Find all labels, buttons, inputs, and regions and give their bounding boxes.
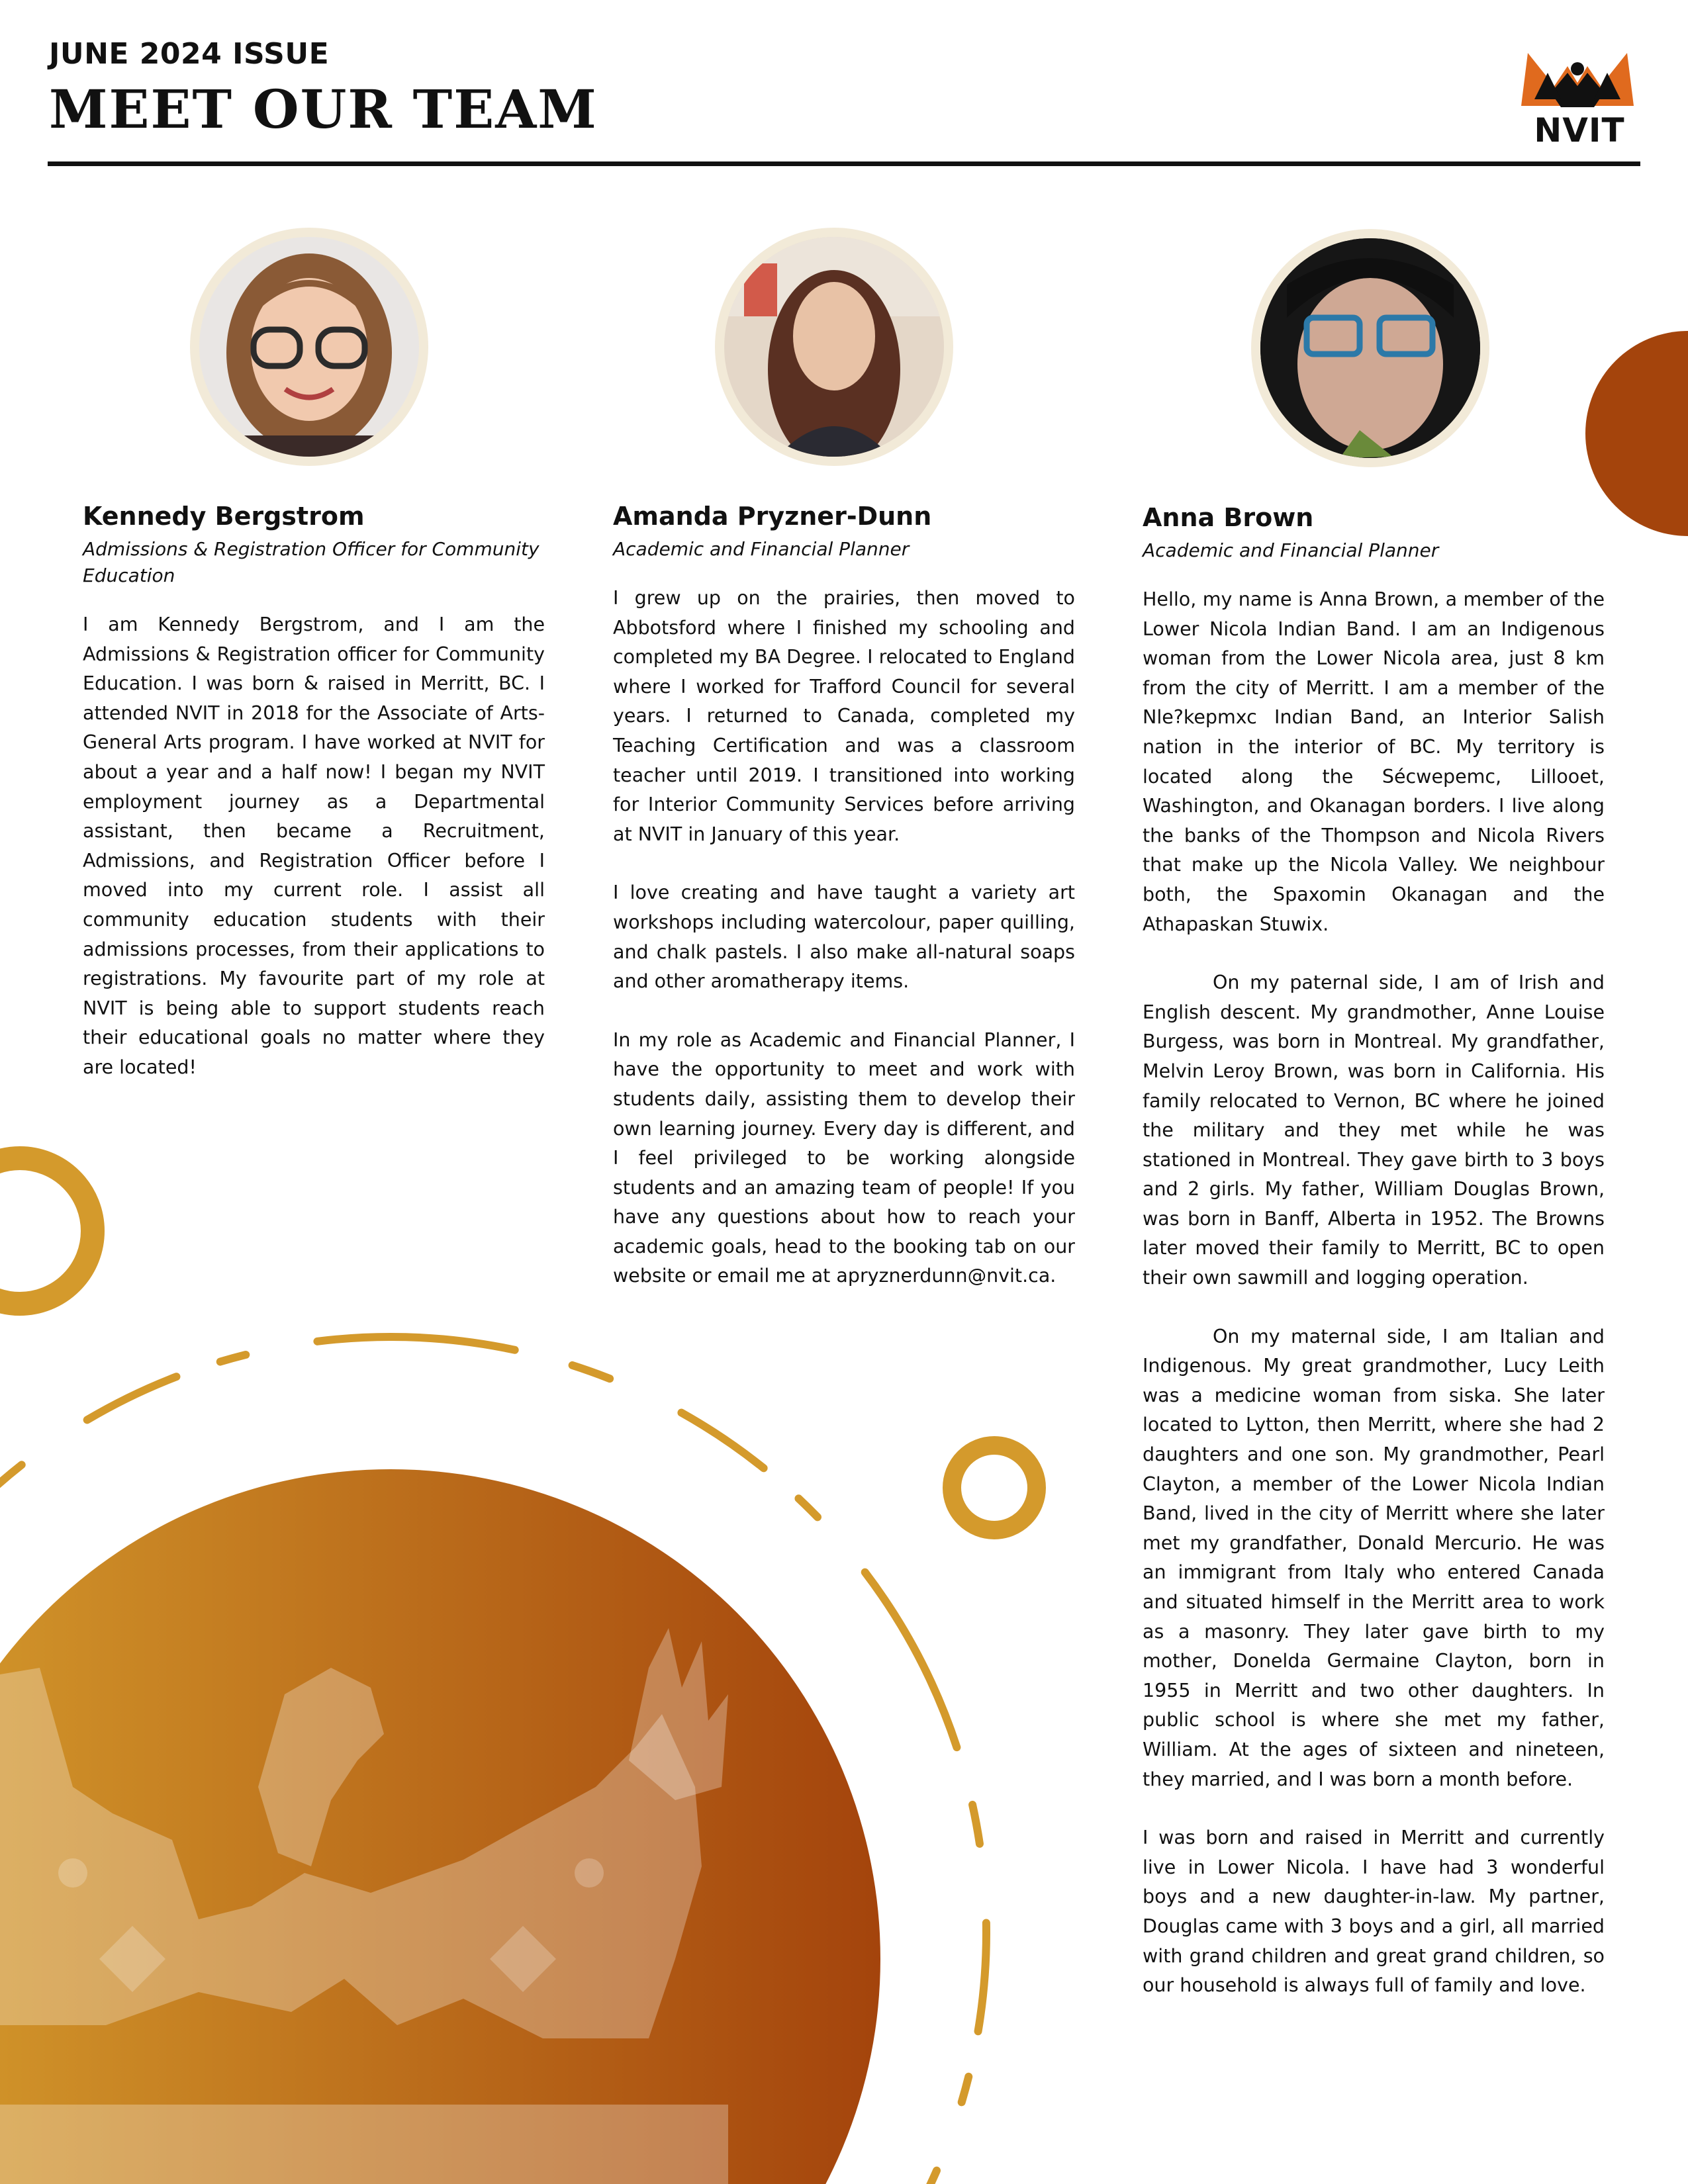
portrait-kennedy xyxy=(199,237,419,457)
decorative-ring-small xyxy=(952,1445,1037,1530)
bio-paragraph: On my paternal side, I am of Irish and English descent. My grandmother, Anne Louise Burgess, was born in Montreal. My grandfather, Melvin Leroy Brown, was born in California. His family relocated to Vernon, BC where he joined the military and they met while he was stationed in Montreal. They gave birth to 3 boys and 2 girls. My father, William Douglas Brown, was born in Banff, Alberta in 1952. The Browns later moved their family to Merritt, BC to open their own sawmill and logging operation. xyxy=(1143,972,1605,1289)
decorative-ring-left xyxy=(0,1158,93,1304)
avatar-amanda xyxy=(715,228,953,466)
avatar-kennedy xyxy=(190,228,428,466)
profile-amanda xyxy=(613,500,1075,1291)
person-role: Academic and Financial Planner xyxy=(1143,539,1439,561)
person-name: Anna Brown xyxy=(1143,503,1314,532)
bio-paragraph: On my maternal side, I am Italian and Indigenous. My great grandmother, Lucy Leith was a medicine woman from siska. She later located to Lytton, then Merritt, where she had 2 daughters and one son. My grandmother, Pearl Clayton, a member of the Lower Nicola Indian Band, lived in the city of Merritt where she later met my grandfather, Donald Mercurio. He was an immigrant from Italy who entered Canada and situated himself in the Merritt area to work as a masonry. They later gave birth to my mother, Donelda Germaine Clayton, born in 1955 in Merritt and two other daughters. In public school is where she met my father, William. At the ages of sixteen and nineteen, they married, and I was born a month before. xyxy=(1143,1325,1605,1790)
portrait-anna xyxy=(1260,238,1480,458)
person-role: Admissions & Registration Officer for Community Education xyxy=(83,538,539,586)
bio-paragraph: I was born and raised in Merritt and currently live in Lower Nicola. I have had 3 wonderful boys and a new daughter-in-law. My partner, Douglas came with 3 boys and a girl, all married with grand children and great grand children, so our household is always full of family and love. xyxy=(1143,1827,1605,1997)
logo-text: NVIT xyxy=(1534,111,1625,150)
bio-paragraph: In my role as Academic and Financial Planner, I have the opportunity to meet and work with students daily, assisting them to develop their own learning journey. Every day is different, and I feel privileged to be working alongside students and an amazing team of people! If you have any questions about how to reach your academic goals, head to the booking tab on our website or email me at apryznerdunn@nvit.ca. xyxy=(613,1028,1075,1287)
avatar-anna xyxy=(1251,229,1489,467)
profile-kennedy xyxy=(83,500,545,1083)
page-title: MEET OUR TEAM xyxy=(49,78,598,140)
bio-paragraph: I love creating and have taught a variety art workshops including watercolour, paper quilling, and chalk pastels. I also make all-natural soaps and other aromatherapy items. xyxy=(613,882,1075,993)
bio-paragraph: I grew up on the prairies, then moved to Abbotsford where I finished my schooling and completed my BA Degree. I relocated to England where I worked for Trafford Council for several years. I returned to Canada, completed my Teaching Certification and was a classroom teacher until 2019. I transitioned into working for Interior Community Services before arriving at NVIT in January of this year. xyxy=(613,587,1075,845)
header-divider xyxy=(48,161,1640,166)
person-name: Amanda Pryzner-Dunn xyxy=(613,502,932,531)
portrait-amanda xyxy=(724,237,944,457)
person-name: Kennedy Bergstrom xyxy=(83,502,365,531)
person-role: Academic and Financial Planner xyxy=(613,538,910,560)
issue-label: JUNE 2024 ISSUE xyxy=(49,37,330,71)
profile-anna xyxy=(1143,502,1605,2001)
bio-paragraph: Hello, my name is Anna Brown, a member of the Lower Nicola Indian Band. I am an Indigenous woman from the Lower Nicola area, just 8 km from the city of Merritt. I am a member of the Nle?kepmxc Indian Band, an Interior Salish nation in the interior of BC. My territory is located along the Sécwepemc, Lillooet, Washington, and Okanagan borders. I live along the banks of the Thompson and Nicola Rivers that make up the Nicola Valley. We neighbour both, the Spaxomin Okanagan and the Athapaskan Stuwix. xyxy=(1143,588,1605,935)
bio-paragraph: I am Kennedy Bergstrom, and I am the Admissions & Registration officer for Community Education. I was born & raised in Merritt, BC. I attended NVIT in 2018 for the Associate of Arts-General Arts program. I have worked at NVIT for about a year and a half now! I began my NVIT employment journey as a Departmental assistant, then became a Recruitment, Admissions, and Registration Officer before I moved into my current role. I assist all community education students with their admissions processes, from their applications to registrations. My favourite part of my role at NVIT is being able to support students reach their educational goals no matter where they are located! xyxy=(83,614,545,1078)
